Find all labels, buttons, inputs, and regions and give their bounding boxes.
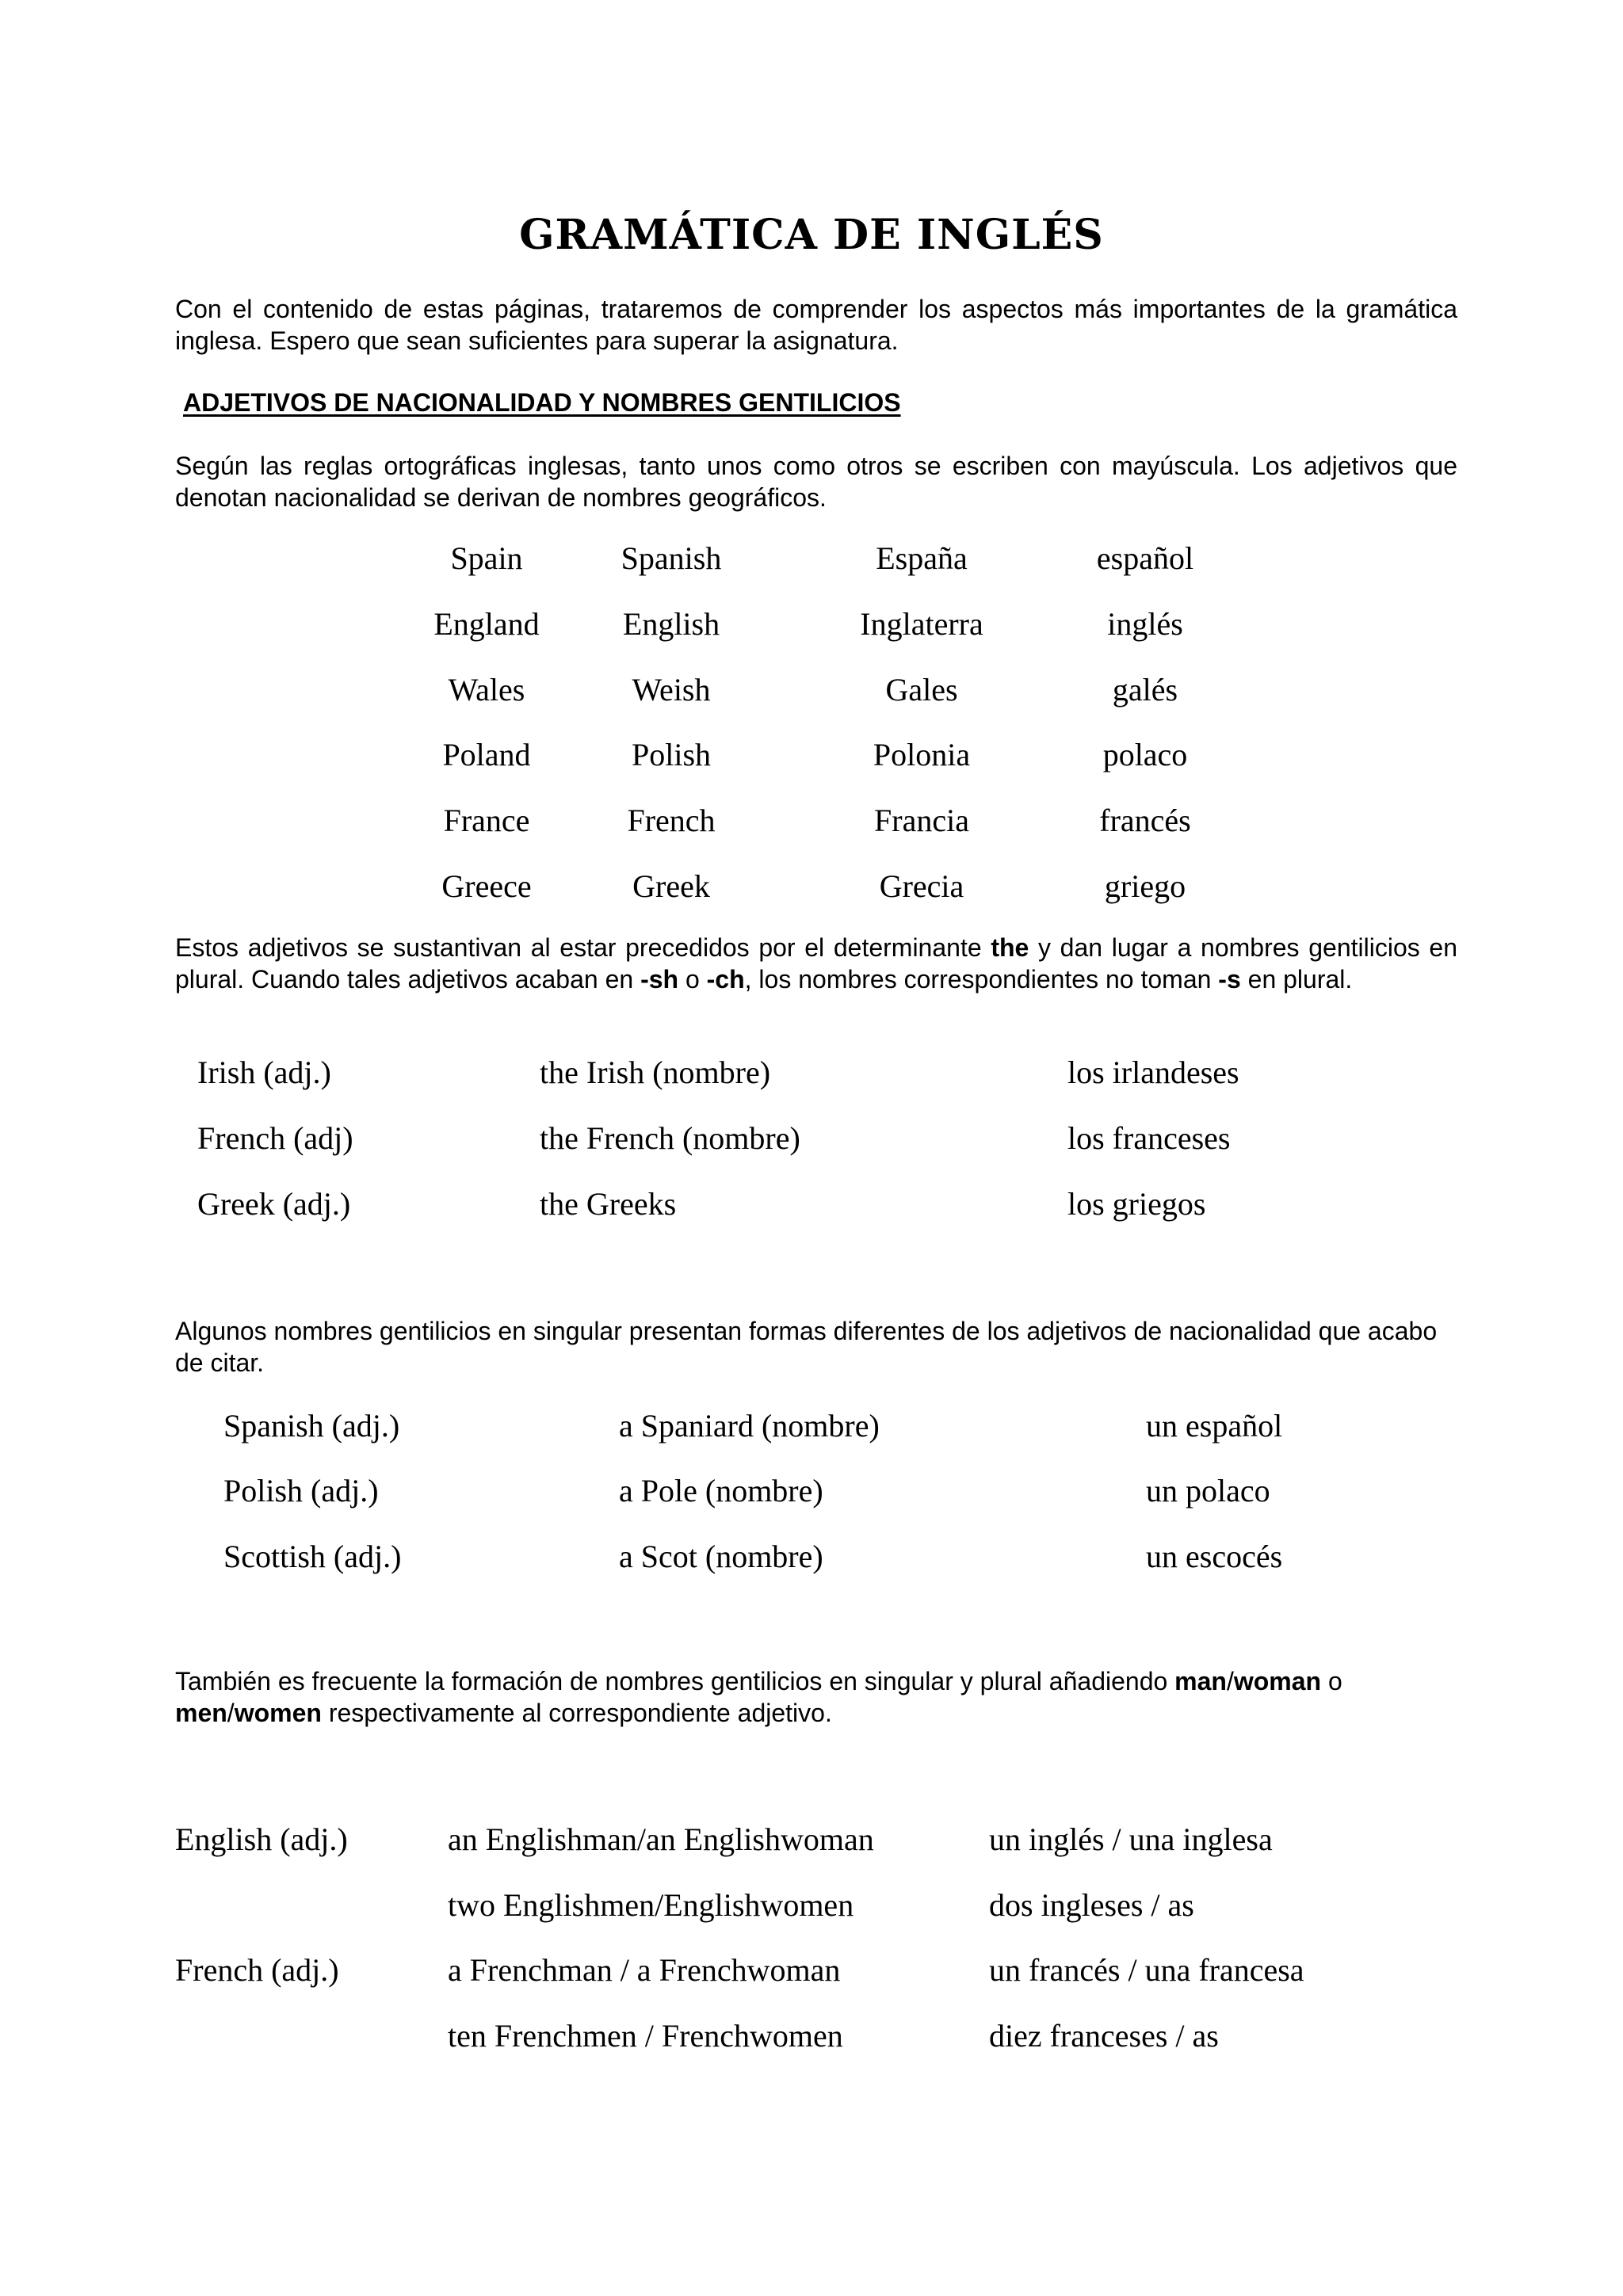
adjective-spanish: inglés <box>1107 606 1183 642</box>
adjective-spanish: griego <box>1104 868 1186 904</box>
translation-cell: un polaco <box>1146 1473 1270 1508</box>
noun-cell: the Irish (nombre) <box>540 1055 771 1090</box>
adjective-cell: Spanish (adj.) <box>223 1408 400 1444</box>
plural-paragraph: Estos adjetivos se sustantivan al estar precedidos por el determinante the y dan lugar a nombres gentilicios en plural. Cuando tales adjetivos acaban en -sh o -ch, los nombres correspondientes no toman -s en plural. <box>175 933 1458 994</box>
country-name: Wales <box>448 672 525 707</box>
translation-cell: un inglés / una inglesa <box>989 1821 1273 1857</box>
translation-cell: los franceses <box>1067 1120 1231 1156</box>
country-name-spanish: Inglaterra <box>860 606 983 642</box>
bold-term: -s <box>1218 965 1241 994</box>
country-adjective: Polish <box>631 737 712 772</box>
adjective-spanish: polaco <box>1102 737 1188 772</box>
noun-cell: a Scot (nombre) <box>619 1539 823 1574</box>
adjective-spanish: galés <box>1112 672 1178 707</box>
noun-cell: two Englishmen/Englishwomen <box>448 1887 854 1923</box>
translation-cell: un escocés <box>1146 1539 1283 1574</box>
noun-cell: a Pole (nombre) <box>619 1473 823 1508</box>
singular-paragraph: Algunos nombres gentilicios en singular presentan formas diferentes de los adjetivos de nacionalidad que acabo de citar. <box>175 1317 1438 1377</box>
country-name: England <box>433 606 540 642</box>
country-adjective: Weish <box>632 672 711 707</box>
adjective-cell: Scottish (adj.) <box>223 1539 402 1574</box>
bold-term: men <box>175 1699 227 1727</box>
man-woman-paragraph: También es frecuente la formación de nombres gentilicios en singular y plural añadiendo man/woman o men/women respectivamente al correspondiente adjetivo. <box>175 1667 1342 1727</box>
translation-cell: diez franceses / as <box>989 2018 1219 2054</box>
bold-term: women <box>234 1699 322 1727</box>
country-name-spanish: Grecia <box>879 868 964 904</box>
country-name: Greece <box>441 868 532 904</box>
noun-cell: the Greeks <box>540 1186 677 1222</box>
bold-term: the <box>991 933 1029 962</box>
adjective-spanish: español <box>1096 540 1194 576</box>
country-name-spanish: Polonia <box>873 737 971 772</box>
country-name-spanish: España <box>876 540 968 576</box>
country-name: Spain <box>450 540 523 576</box>
bold-term: woman <box>1233 1667 1322 1695</box>
adjective-spanish: francés <box>1099 803 1191 838</box>
adjective-cell: French (adj.) <box>175 1952 339 1988</box>
adjective-cell: Greek (adj.) <box>197 1186 351 1222</box>
section-heading: ADJETIVOS DE NACIONALIDAD Y NOMBRES GENTILICIOS <box>183 388 901 417</box>
country-name: Poland <box>442 737 531 772</box>
bold-term: -ch <box>706 965 745 994</box>
adjective-cell: English (adj.) <box>175 1821 348 1857</box>
rules-paragraph: Según las reglas ortográficas inglesas, tanto unos como otros se escriben con mayúscula. Los adjetivos que denotan nacionalidad se derivan de nombres geográficos. <box>175 452 1457 512</box>
noun-cell: a Spaniard (nombre) <box>619 1408 880 1444</box>
translation-cell: un francés / una francesa <box>989 1952 1304 1988</box>
country-name-spanish: Gales <box>885 672 958 707</box>
intro-paragraph: Con el contenido de estas páginas, trataremos de comprender los aspectos más importantes de la gramática inglesa. Espero que sean suficientes para superar la asignatura. <box>175 295 1457 355</box>
noun-cell: the French (nombre) <box>540 1120 800 1156</box>
country-adjective: Greek <box>632 868 710 904</box>
adjective-cell: Irish (adj.) <box>197 1055 331 1090</box>
bold-term: -sh <box>640 965 679 994</box>
adjective-cell: Polish (adj.) <box>223 1473 379 1508</box>
country-adjective: French <box>627 803 716 838</box>
translation-cell: los griegos <box>1067 1186 1206 1222</box>
country-name-spanish: Francia <box>874 803 969 838</box>
country-name: France <box>443 803 530 838</box>
country-adjective: Spanish <box>621 540 722 576</box>
translation-cell: un español <box>1146 1408 1283 1444</box>
country-adjective: English <box>622 606 720 642</box>
noun-cell: ten Frenchmen / Frenchwomen <box>448 2018 843 2054</box>
translation-cell: dos ingleses / as <box>989 1887 1194 1923</box>
noun-cell: a Frenchman / a Frenchwoman <box>448 1952 841 1988</box>
page-title: GRAMÁTICA DE INGLÉS <box>519 211 1104 259</box>
bold-term: man <box>1174 1667 1227 1695</box>
adjective-cell: French (adj) <box>197 1120 353 1156</box>
noun-cell: an Englishman/an Englishwoman <box>448 1821 874 1857</box>
translation-cell: los irlandeses <box>1067 1055 1239 1090</box>
